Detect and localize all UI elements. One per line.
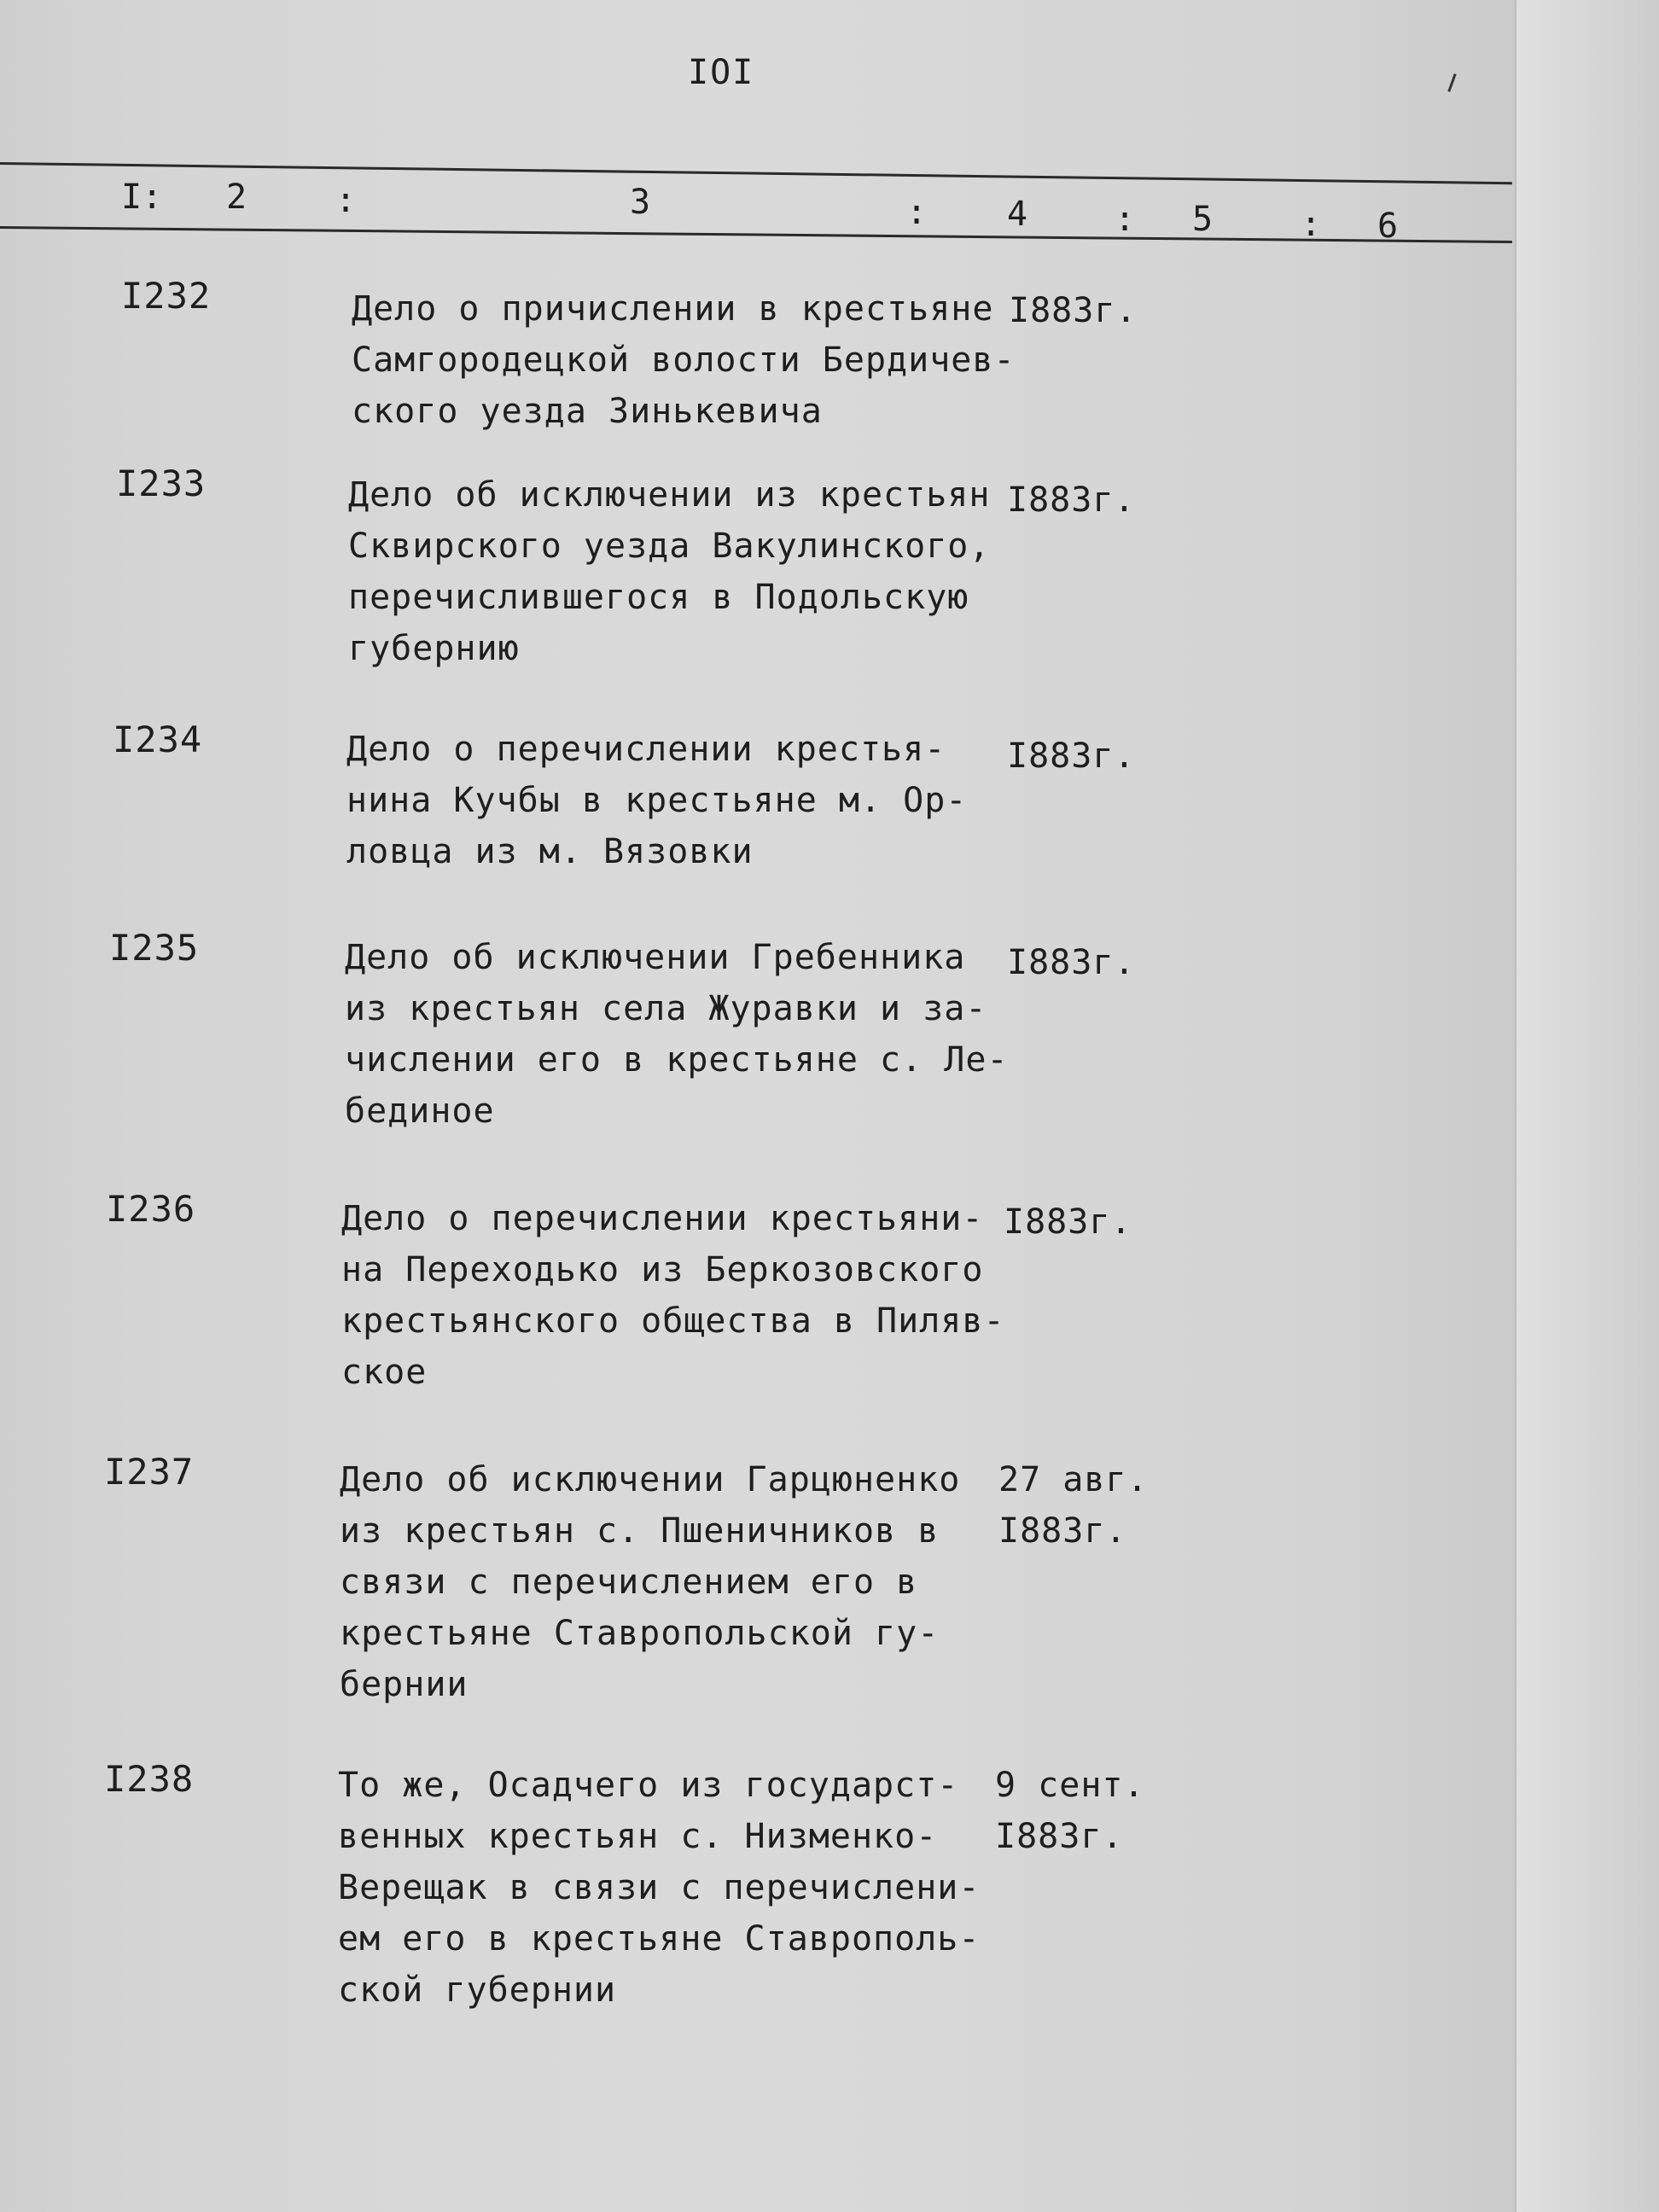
entry-date [1009,285,1179,336]
entry-line: Сквирского уезда Вакулинского, [348,527,991,566]
entry-line: числении его в крестьяне с. Ле- [345,1040,1009,1080]
entry-line: связи с перечислением его в [340,1563,918,1602]
entry-date [1004,1196,1174,1248]
entry-line: венных крестьян с. Низменко- [338,1817,938,1856]
entry-line: ского уезда Зинькевича [352,392,823,431]
entry-line: перечислившегося в Подольскую [348,578,969,617]
entry-line: из крестьян села Журавки и за- [345,989,987,1028]
entry-line: губернию [348,629,520,668]
entry-description [340,1454,1014,1710]
entry-description [341,1193,1016,1398]
entry-line: Верещак в связи с перечислени- [338,1868,981,1907]
column-header-1: I: [121,178,163,217]
entry-number: I237 [104,1451,195,1493]
column-separator: : [1301,205,1322,244]
column-separator: : [335,181,357,220]
column-header-6: 6 [1377,207,1399,246]
entry-date-line: 9 сент. [995,1766,1145,1805]
entry-date-line: I883г. [1009,291,1138,330]
entry-date-line: I883г. [1004,1202,1132,1242]
column-header-4: 4 [1007,195,1028,234]
entry-line: Дело о перечислении крестьяни- [341,1199,984,1238]
entry-date [1007,731,1178,782]
entry-date [995,1760,1166,1862]
entry-line: Самгородецкой волости Бердичев- [352,341,1016,380]
entry-line: ской губернии [338,1970,617,2010]
entry-number: I238 [104,1758,195,1800]
entry-date [1007,474,1178,526]
entry-date-line: I883г. [1007,480,1136,520]
entry-line: Дело о перечислении крестья- [346,730,946,769]
column-header-5: 5 [1192,200,1214,239]
page-edge [1515,0,1659,2212]
entry-line: Дело об исключении Гарцюненко [340,1460,961,1499]
entry-line: на Переходько из Беркозовского [341,1250,984,1289]
entry-date-line: I883г. [995,1817,1124,1856]
entry-number: I236 [106,1188,196,1230]
entry-date-line: I883г. [1007,943,1136,982]
entry-number: I232 [121,275,212,317]
entry-line: нина Кучбы в крестьяне м. Ор- [346,781,968,820]
entry-date-line: I883г. [998,1511,1127,1551]
entry-description [346,724,1021,877]
entry-line: Дело о причислении в крестьяне [352,289,994,329]
entry-date [998,1454,1169,1557]
entry-number: I233 [116,463,207,504]
pen-mark [1447,73,1456,92]
entry-date-line: 27 авг. [998,1460,1149,1499]
entry-line: крестьяне Ставропольской гу- [340,1614,940,1653]
entry-description [338,1760,1012,2016]
entry-line: крестьянского общества в Пиляв- [341,1301,1005,1341]
page-number: IOI [688,53,755,92]
entry-line: То же, Осадчего из государст- [338,1766,959,1805]
entry-line: ское [341,1353,428,1392]
entry-number: I234 [113,719,203,760]
entry-line: бернии [340,1665,469,1704]
header-rule-bottom [0,226,1512,243]
entry-description [352,283,1026,437]
entry-line: Дело об исключении Гребенника [345,938,966,977]
column-separator: : [1115,200,1136,239]
column-separator: : [906,193,928,232]
entry-date-line: I883г. [1007,736,1136,776]
entry-date [1007,937,1178,988]
entry-line: бединое [345,1091,495,1131]
entry-line: Дело об исключении из крестьян [348,475,991,515]
entry-line: из крестьян с. Пшеничников в [340,1511,940,1551]
entry-description [345,932,1019,1137]
entry-line: ем его в крестьяне Ставрополь- [338,1919,981,1959]
entry-number: I235 [109,927,200,969]
entry-description [348,469,1022,674]
entry-line: ловца из м. Вязовки [346,832,754,871]
column-header-2: 2 [226,178,247,217]
column-header-3: 3 [630,183,651,222]
